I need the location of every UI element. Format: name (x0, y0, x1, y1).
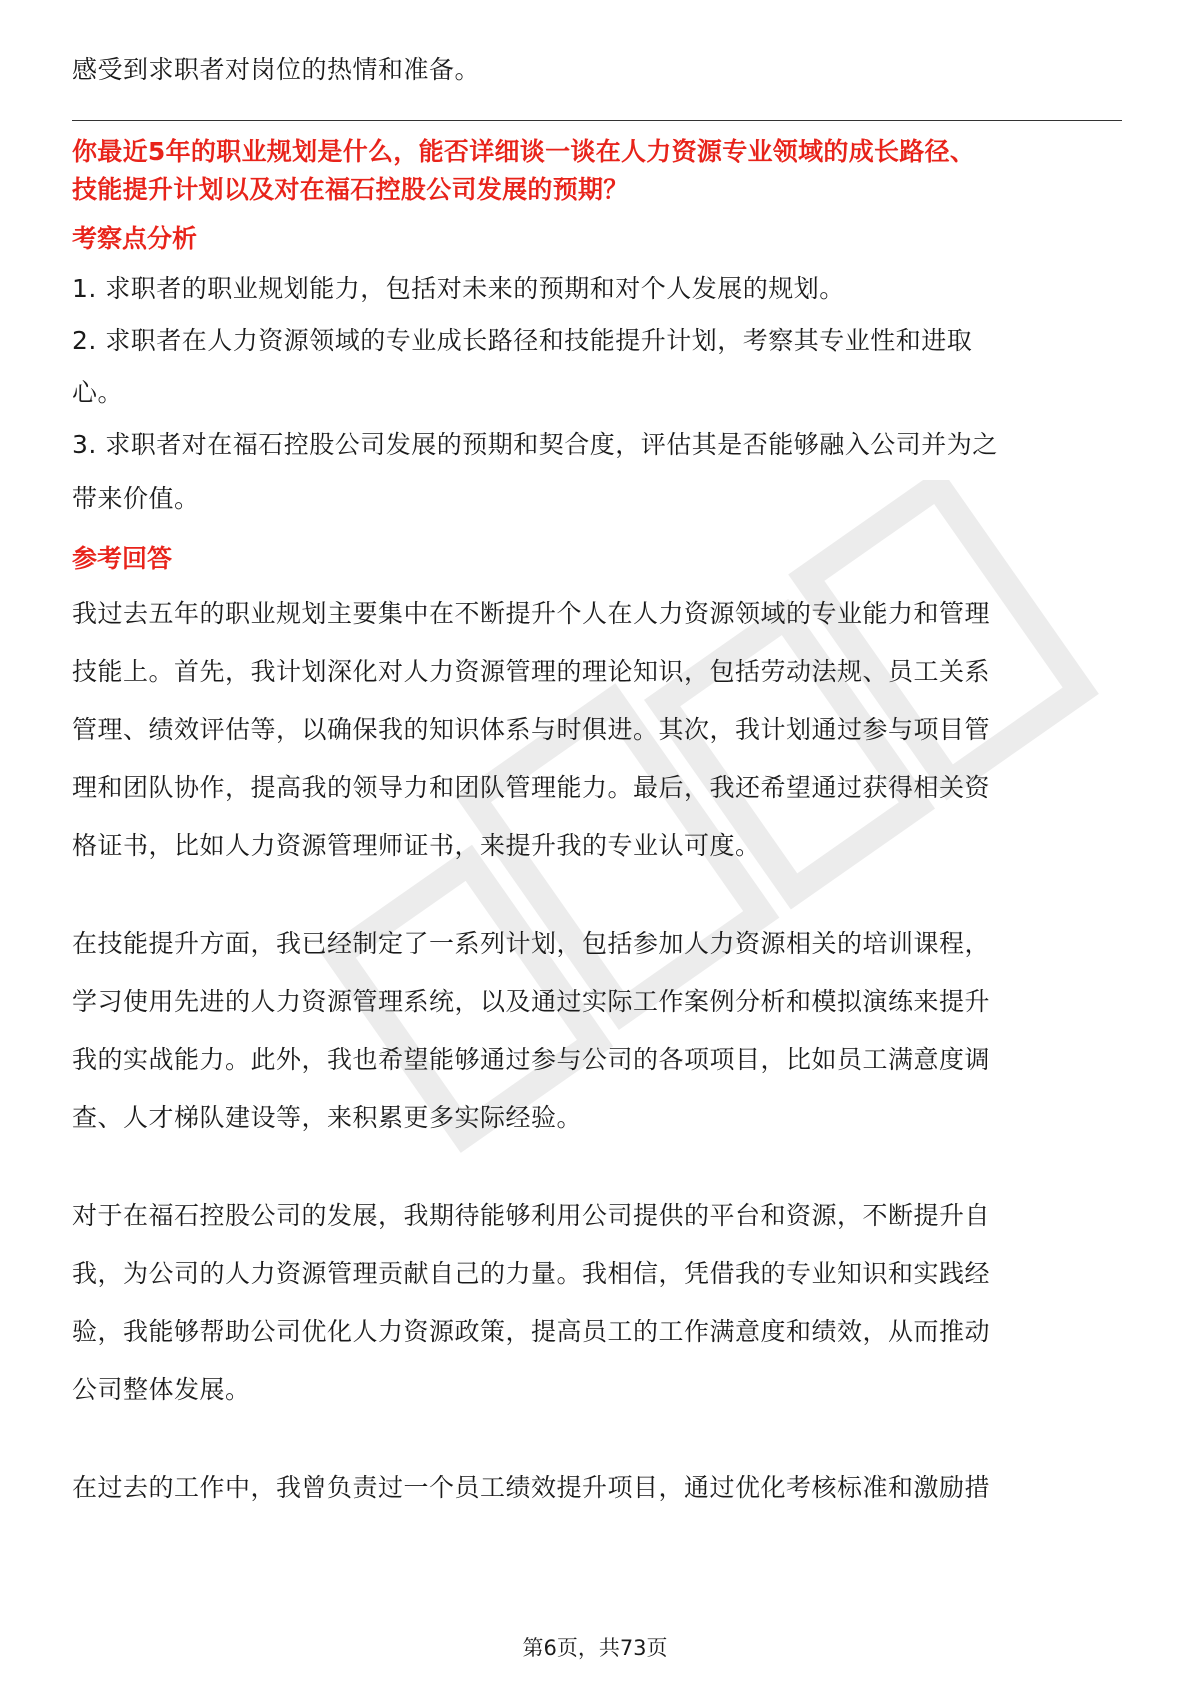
answer-line: 学习使用先进的人力资源管理系统，以及通过实际工作案例分析和模拟演练来提升 (72, 987, 991, 1016)
document-content (72, 50, 1122, 1517)
answer-line: 对于在福石控股公司的发展，我期待能够利用公司提供的平台和资源，不断提升自 (72, 1201, 991, 1230)
answer-line: 我过去五年的职业规划主要集中在不断提升个人在人力资源领域的专业能力和管理 (72, 599, 991, 628)
page-number-footer: 第6页，共73页 (522, 1636, 668, 1660)
answer-line: 在技能提升方面，我已经制定了一系列计划，包括参加人力资源相关的培训课程， (72, 929, 991, 958)
answer-paragraph-4 (72, 1459, 1122, 1517)
analysis-item-2-line-2: 心。 (72, 378, 124, 407)
section-divider (72, 120, 1122, 121)
answer-paragraph-2 (72, 915, 1122, 1147)
question-line-1: 你最近5年的职业规划是什么，能否详细谈一谈在人力资源专业领域的成长路径、 (72, 137, 976, 166)
answer-paragraph-3 (72, 1187, 1122, 1419)
paragraph-gap (72, 1147, 1122, 1187)
analysis-item-1: 1. 求职者的职业规划能力，包括对未来的预期和对个人发展的规划。 (72, 274, 845, 303)
previous-paragraph-tail: 感受到求职者对岗位的热情和准备。 (72, 55, 481, 84)
answer-line: 验，我能够帮助公司优化人力资源政策，提高员工的工作满意度和绩效，从而推动 (72, 1317, 991, 1346)
question-line-2: 技能提升计划以及对在福石控股公司发展的预期？ (72, 175, 629, 204)
answer-line: 公司整体发展。 (72, 1375, 251, 1404)
analysis-heading: 考察点分析 (72, 224, 198, 253)
answer-line: 理和团队协作，提高我的领导力和团队管理能力。最后，我还希望通过获得相关资 (72, 773, 991, 802)
answer-line: 我，为公司的人力资源管理贡献自己的力量。我相信，凭借我的专业知识和实践经 (72, 1259, 991, 1288)
analysis-item-3-line-2: 带来价值。 (72, 484, 200, 513)
answer-line: 技能上。首先，我计划深化对人力资源管理的理论知识，包括劳动法规、员工关系 (72, 657, 991, 686)
answer-line: 格证书，比如人力资源管理师证书，来提升我的专业认可度。 (72, 831, 761, 860)
answer-line: 在过去的工作中，我曾负责过一个员工绩效提升项目，通过优化考核标准和激励措 (72, 1473, 991, 1502)
analysis-item-3-line-1: 3. 求职者对在福石控股公司发展的预期和契合度，评估其是否能够融入公司并为之 (72, 430, 998, 459)
paragraph-gap (72, 1419, 1122, 1459)
answer-heading: 参考回答 (72, 544, 173, 573)
analysis-item-2-line-1: 2. 求职者在人力资源领域的专业成长路径和技能提升计划，考察其专业性和进取 (72, 326, 973, 355)
paragraph-gap (72, 875, 1122, 915)
answer-line: 管理、绩效评估等，以确保我的知识体系与时俱进。其次，我计划通过参与项目管 (72, 715, 991, 744)
answer-line: 我的实战能力。此外，我也希望能够通过参与公司的各项项目，比如员工满意度调 (72, 1045, 991, 1074)
answer-line: 查、人才梯队建设等，来积累更多实际经验。 (72, 1103, 583, 1132)
answer-paragraph-1 (72, 585, 1122, 875)
